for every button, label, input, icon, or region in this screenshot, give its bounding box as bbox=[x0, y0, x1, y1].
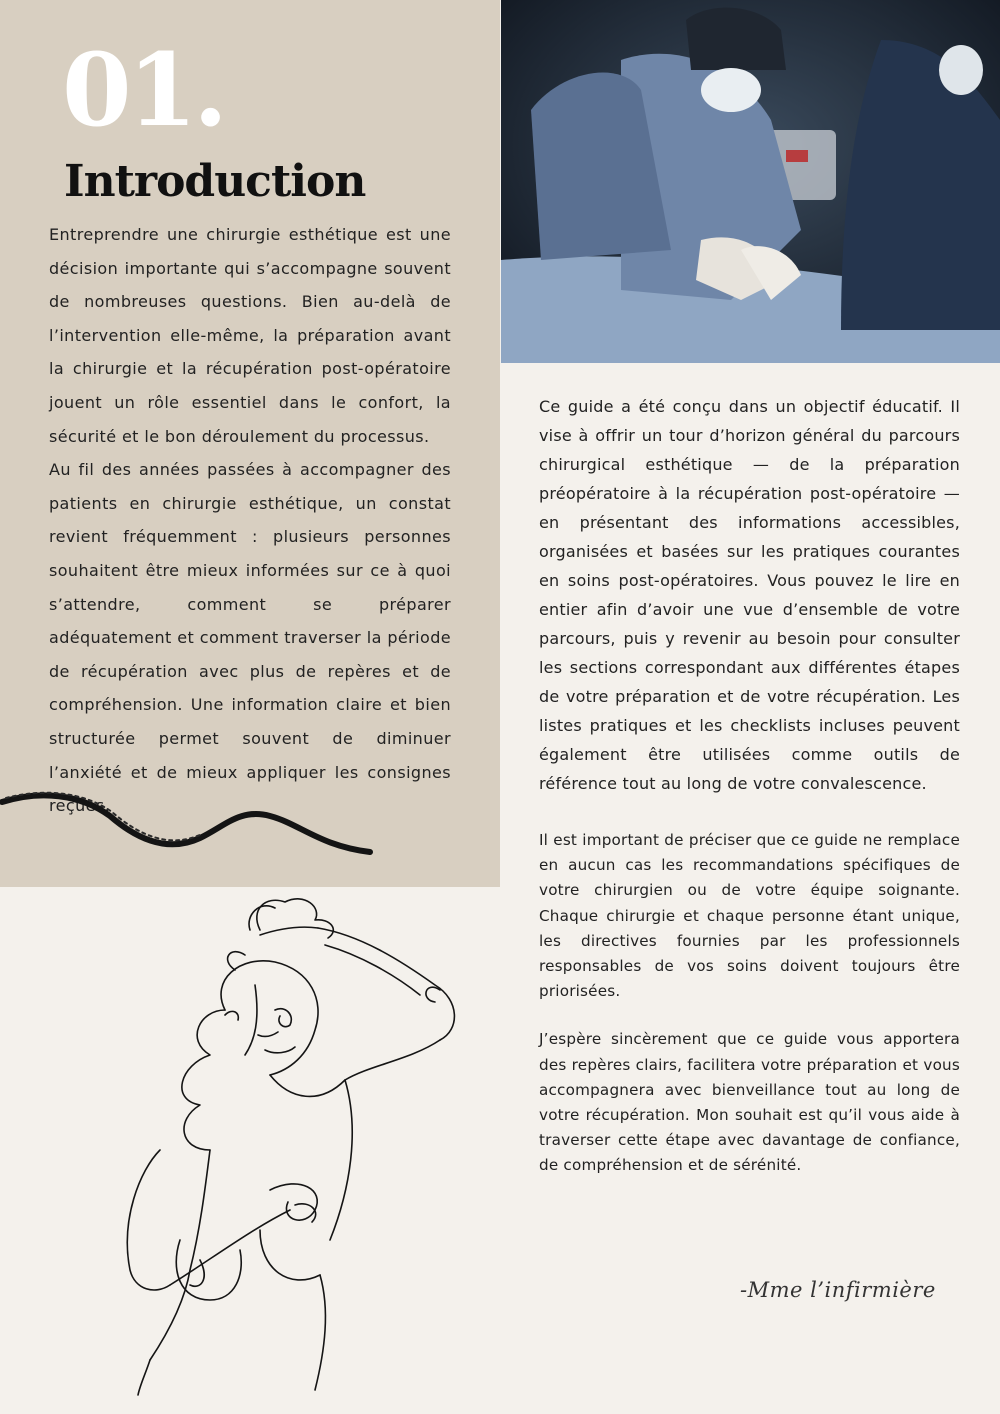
intro-paragraph: Au fil des années passées à accompagner des patients en chirurgie esthétique, un constat revient fréquemment : plusieurs personnes souhaitent être mieux informées sur ce à quoi s’attendre, comment se préparer adéquatement et comment traverser la période de récupération avec plus de repères et de compréhension. Une information claire et bien structurée permet souvent de diminuer l’anxiété et de mieux appliquer les consignes reçues. bbox=[49, 460, 451, 816]
woman-line-art-illustration bbox=[60, 890, 480, 1400]
guide-paragraph: Ce guide a été conçu dans un objectif éducatif. Il vise à offrir un tour d’horizon général du parcours chirurgical esthétique — de la préparation préopératoire à la récupération post-opératoire — en présentant des informations accessibles, organisées et basées sur les pratiques courantes en soins post-opératoires. Vous pouvez le lire en entier afin d’avoir une vue d’ensemble de votre parcours, puis y revenir au besoin pour consulter les sections correspondant aux différentes étapes de votre préparation et de votre récupération. Les listes pratiques et les checklists incluses peuvent également être utilisées comme outils de référence tout au long de votre convalescence. bbox=[539, 397, 960, 793]
signature: -Mme l’infirmière bbox=[740, 1278, 936, 1302]
intro-panel bbox=[0, 0, 500, 887]
surgery-photo bbox=[501, 0, 1000, 363]
guide-text bbox=[539, 392, 960, 1179]
section-number: 01. bbox=[62, 31, 224, 149]
section-title: Introduction bbox=[64, 156, 366, 207]
surgery-photo-image bbox=[501, 0, 1000, 363]
intro-text bbox=[49, 218, 451, 823]
guide-paragraph: J’espère sincèrement que ce guide vous apportera des repères clairs, facilitera votre préparation et vous accompagnera avec bienveillance tout au long de votre récupération. Mon souhait est qu’il vous aide à traverser cette étape avec davantage de confiance, de compréhension et de sérénité. bbox=[539, 1030, 960, 1175]
intro-paragraph: Entreprendre une chirurgie esthétique est une décision importante qui s’accompagne souvent de nombreuses questions. Bien au-delà de l’intervention elle-même, la préparation avant la chirurgie et la récupération post-opératoire jouent un rôle essentiel dans le confort, la sécurité et le bon déroulement du processus. bbox=[49, 225, 451, 446]
guide-paragraph: Il est important de préciser que ce guide ne remplace en aucun cas les recommandations spécifiques de votre chirurgien ou de votre équipe soignante. Chaque chirurgie et chaque personne étant unique, les directives fournies par les professionnels responsables de vos soins doivent toujours être priorisées. bbox=[539, 831, 960, 1001]
brush-wave-decoration bbox=[0, 780, 380, 870]
